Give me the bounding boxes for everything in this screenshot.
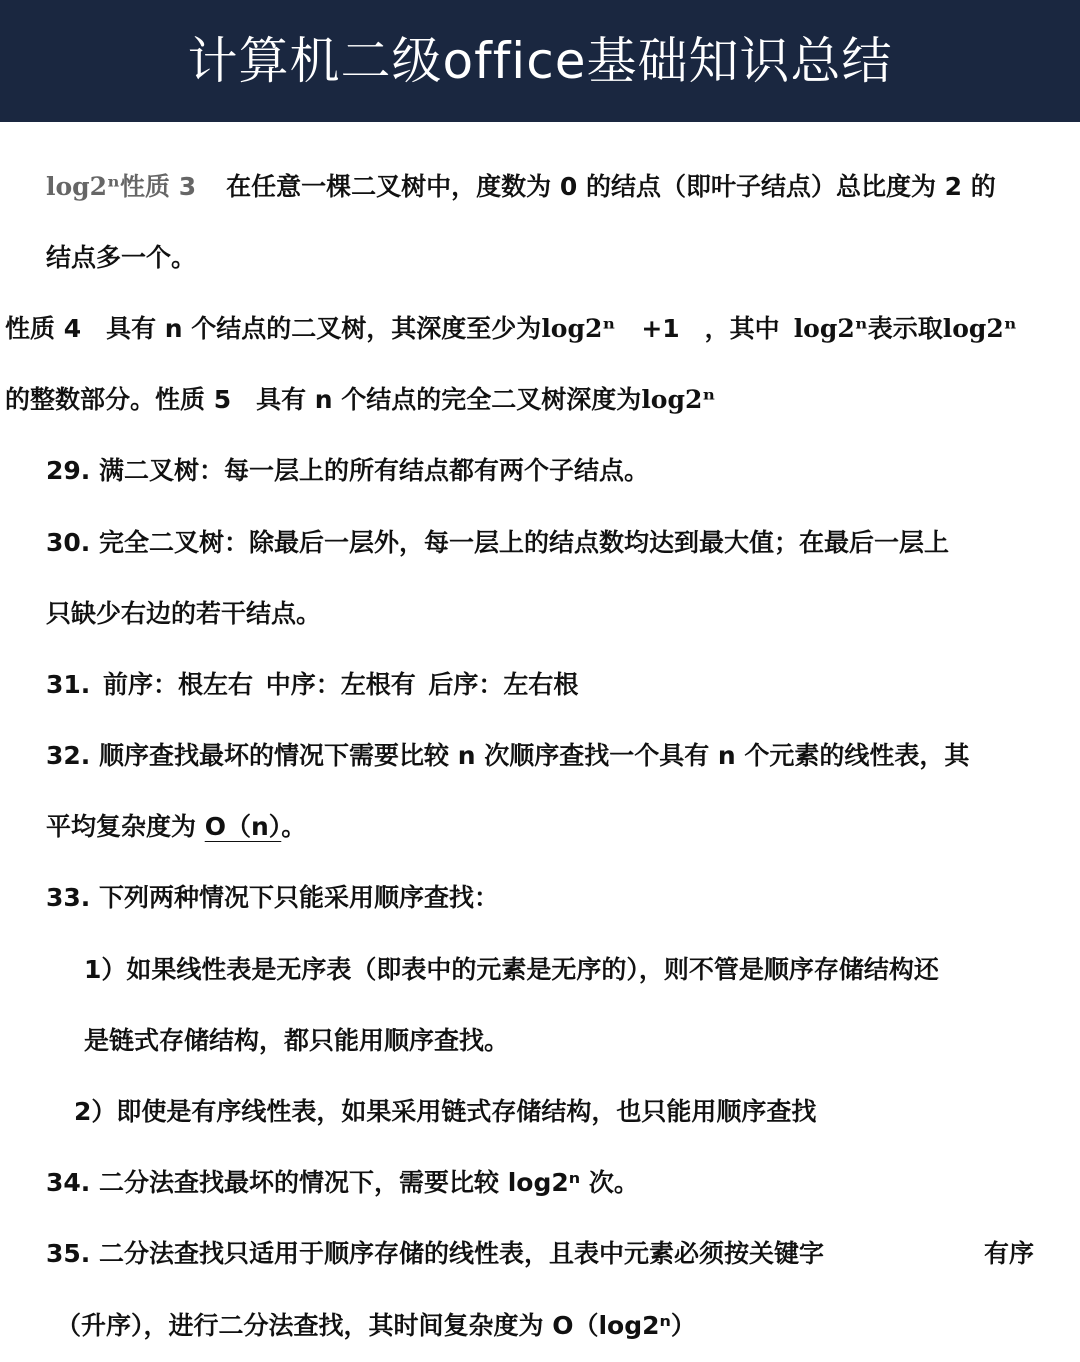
item-33-case-1-line-1: 1）如果线性表是无序表（即表中的元素是无序的），则不管是顺序存储结构还 <box>84 955 939 984</box>
property-text: 在任意一棵二叉树中，度数为 0 的结点（即叶子结点）总比度为 2 的 <box>226 172 996 201</box>
item-32-line-2 <box>46 810 306 844</box>
item-35-line-2: （升序），进行二分法查找，其时间复杂度为 O（log2ⁿ） <box>56 1311 696 1340</box>
property-text: +1 ，其中 <box>641 314 780 343</box>
page-title: 计算机二级office基础知识总结 <box>187 32 893 90</box>
item-35-line-1-end: 有序 <box>984 1239 1035 1268</box>
item-text: 。 <box>281 812 307 841</box>
property-label: 性质 3 <box>120 172 197 201</box>
item-33-case-1-line-2: 是链式存储结构，都只能用顺序查找。 <box>84 1026 510 1055</box>
item-31: 31. 前序：根左右 中序：左根有 后序：左右根 <box>46 670 579 699</box>
formula-log2n: log2ⁿ <box>541 314 616 343</box>
title-banner <box>0 0 1080 122</box>
formula-log2n: log2ⁿ <box>46 172 121 201</box>
property-3-line-2: 结点多一个。 <box>46 243 197 272</box>
property-text: 的整数部分。性质 5 具有 n 个结点的完全二叉树深度为 <box>5 385 642 414</box>
underlined-answer: O（n） <box>204 812 282 841</box>
item-30-line-1: 30. 完全二叉树：除最后一层外，每一层上的结点数均达到最大值；在最后一层上 <box>46 528 949 557</box>
formula-log2n: log2ⁿ <box>942 314 1017 343</box>
item-30-line-2: 只缺少右边的若干结点。 <box>46 599 322 628</box>
property-3-line-1 <box>46 170 996 204</box>
item-33: 33. 下列两种情况下只能采用顺序查找： <box>46 883 499 912</box>
item-32-line-1: 32. 顺序查找最坏的情况下需要比较 n 次顺序查找一个具有 n 个元素的线性表，其 <box>46 741 970 770</box>
item-33-case-2: 2）即使是有序线性表，如果采用链式存储结构，也只能用顺序查找 <box>74 1097 817 1126</box>
item-29: 29. 满二叉树：每一层上的所有结点都有两个子结点。 <box>46 456 649 485</box>
formula-log2n: log2ⁿ <box>641 385 716 414</box>
property-4-line-2 <box>5 383 715 417</box>
formula-log2n: log2ⁿ <box>793 314 868 343</box>
property-text: 表示取 <box>867 314 943 343</box>
property-4-line-1 <box>5 312 1017 346</box>
item-text: 平均复杂度为 <box>46 812 205 841</box>
item-35-line-1: 35. 二分法查找只适用于顺序存储的线性表，且表中元素必须按关键字 <box>46 1239 824 1268</box>
property-text: 性质 4 具有 n 个结点的二叉树，其深度至少为 <box>5 314 542 343</box>
item-34: 34. 二分法查找最坏的情况下，需要比较 log2ⁿ 次。 <box>46 1168 639 1197</box>
